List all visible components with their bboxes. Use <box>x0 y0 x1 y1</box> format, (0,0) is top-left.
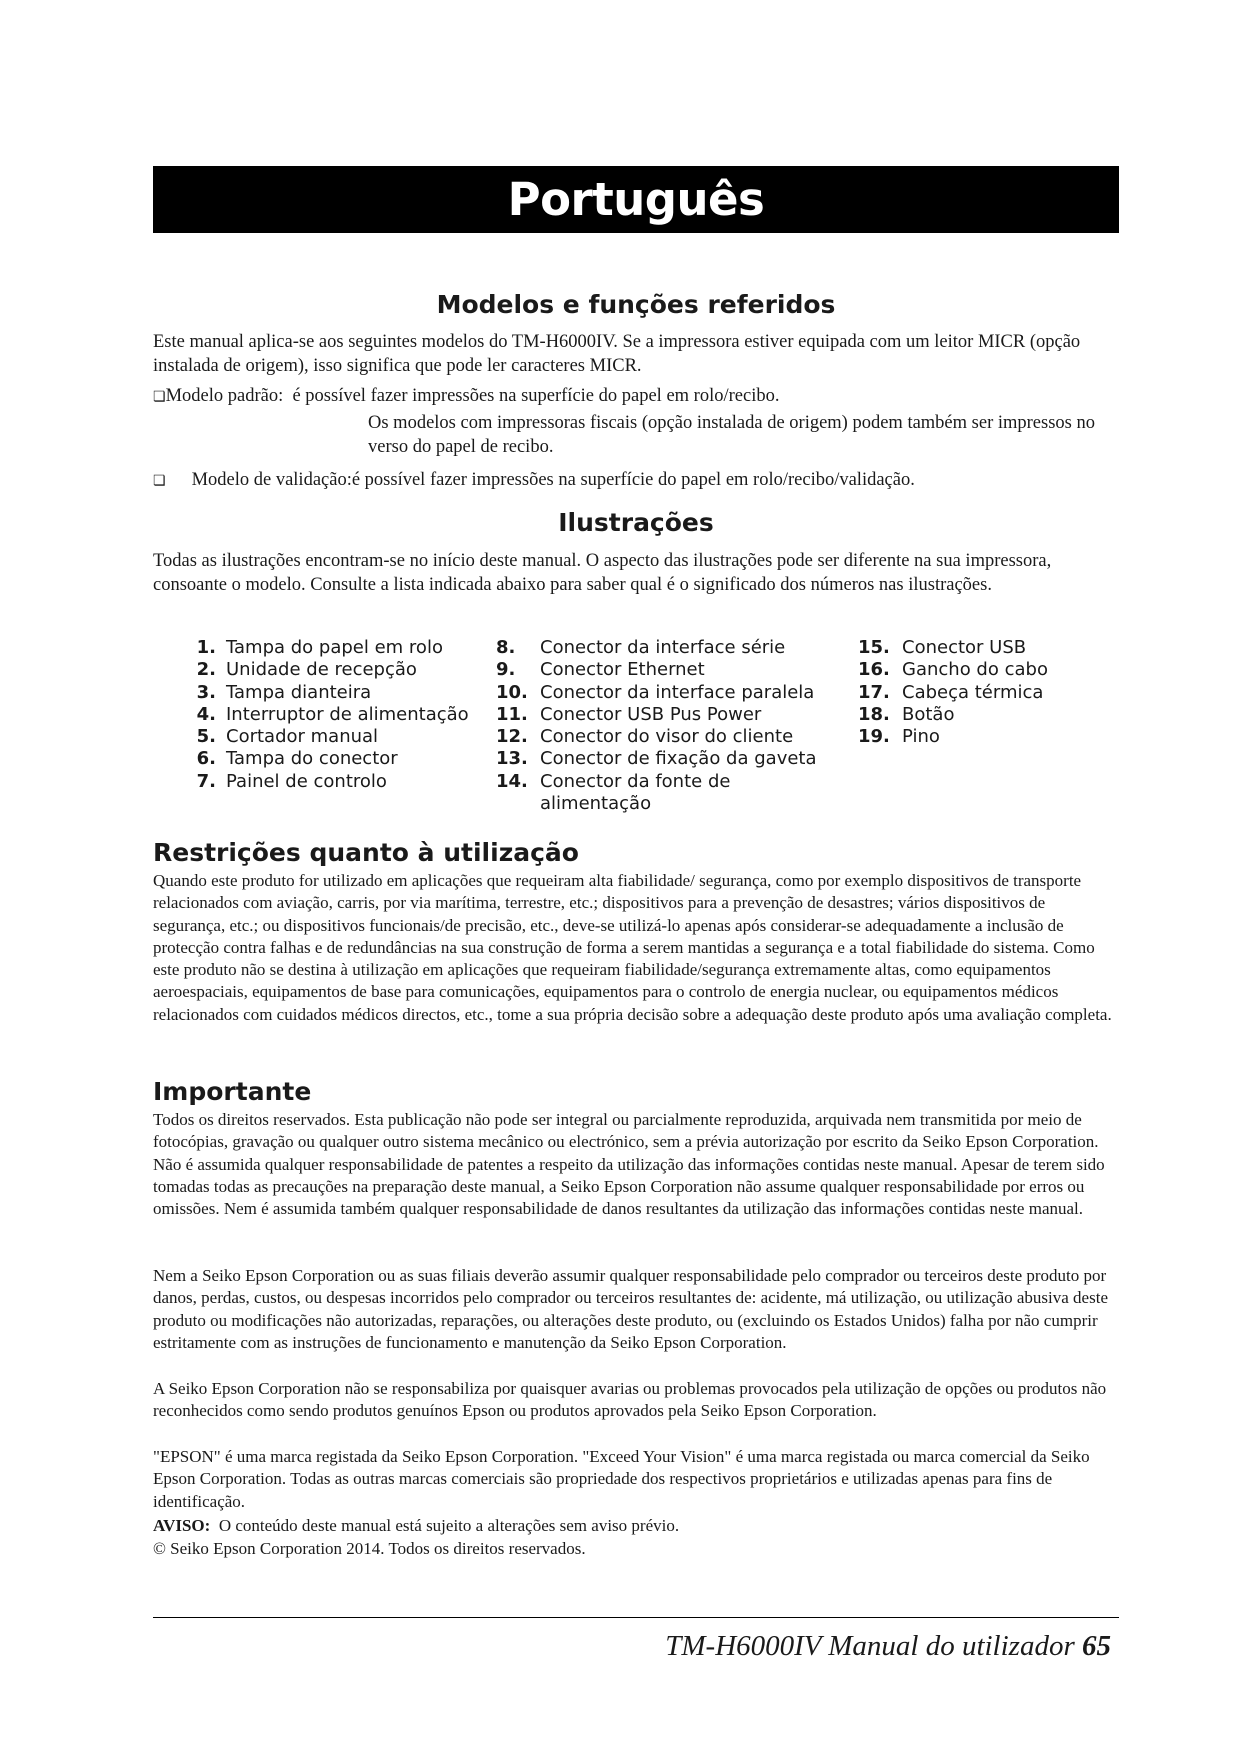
footer-rule <box>153 1617 1119 1618</box>
legend-item: 2. Unidade de recepção <box>196 659 417 681</box>
legend-item: 15. Conector USB <box>858 637 1027 658</box>
illustrations-heading: Ilustrações <box>558 508 714 537</box>
legend-item: 12. Conector do visor do cliente <box>496 726 794 748</box>
notice-line <box>153 1515 1119 1537</box>
footer <box>665 1630 1111 1663</box>
validation-model-label: Modelo de validação: <box>191 470 352 490</box>
page-number: 65 <box>1082 1630 1111 1662</box>
important-paragraph-4: "EPSON" é uma marca registada da Seiko Epson Corporation. "Exceed Your Vision" é uma marca registada ou marca comercial da Seiko Epson Corporation. Todas as outras marcas comerciais são propriedade dos respectivos proprietários e utilizadas apenas para fins de identificação. <box>153 1447 1090 1511</box>
legend-item: 4. Interruptor de alimentação <box>196 703 469 725</box>
important-heading: Importante <box>153 1077 312 1106</box>
legend-item: 3. Tampa dianteira <box>196 681 372 703</box>
legend-item: 19. Pino <box>858 726 940 748</box>
standard-model-note: Os modelos com impressoras fiscais (opção instalada de origem) podem também ser impressos no verso do papel de recibo. <box>368 413 1095 457</box>
legend-item: 9. Conector Ethernet <box>496 659 705 681</box>
legend-item: 10. Conector da interface paralela <box>496 681 815 703</box>
language-banner: Português <box>153 166 1119 233</box>
checkbox-bullet-icon: ❏ <box>153 390 166 405</box>
legend-item: 13. Conector de fixação da gaveta <box>496 748 817 770</box>
restrictions-text: Quando este produto for utilizado em aplicações que requeiram alta fiabilidade/ segurança, como por exemplo dispositivos de transporte relacionados com aviação, carris, por via marítima, terrestre, etc.; dispositivos para a prevenção de desastres; vários dispositivos de segurança, etc.; ou dispositivos funcionais/de precisão, etc., deve-se utilizá-lo apenas após considerar-se adequadamente a inclusão de protecção contra falhas e de redundâncias na sua construção de forma a serem mantidas a segurança e a total fiabilidade do sistema. Como este produto não se destina à utilização em aplicações que requeiram fiabilidade/segurança extremamente altas, como equipamentos aeroespaciais, equipamentos de base para comunicações, equipamentos para o controlo de energia nuclear, ou equipamentos médicos relacionados com cuidados médicos directos, etc., tome a sua própria decisão sobre a adequação deste produto após uma avaliação completa. <box>153 871 1112 1024</box>
legend-item: 16. Gancho do cabo <box>858 659 1048 681</box>
legend-item: 5. Cortador manual <box>196 726 379 748</box>
validation-model-line <box>153 469 1119 494</box>
legend-column-3 <box>858 637 1048 748</box>
illustrations-text: Todas as ilustrações encontram-se no início deste manual. O aspecto das ilustrações pode ser diferente na sua impressora, consoante o modelo. Consulte a lista indicada abaixo para saber qual é o significado dos números nas ilustrações. <box>153 551 1052 595</box>
legend-item: 8. Conector da interface série <box>496 637 786 658</box>
legend-item: 6. Tampa do conector <box>196 748 398 770</box>
legend-item: 17. Cabeça térmica <box>858 681 1044 703</box>
notice-label: AVISO: <box>153 1516 211 1535</box>
models-intro: Este manual aplica-se aos seguintes modelos do TM-H6000IV. Se a impressora estiver equipada com um leitor MICR (opção instalada de origem), isso significa que pode ler caracteres MICR. <box>153 332 1081 376</box>
legend-column-1 <box>190 637 469 793</box>
legend-item: 1. Tampa do papel em rolo <box>196 637 443 658</box>
standard-model-text: é possível fazer impressões na superfície do papel em rolo/recibo. <box>292 386 780 406</box>
models-heading: Modelos e funções referidos <box>436 290 836 319</box>
legend-item: 11. Conector USB Pus Power <box>496 703 762 725</box>
legend-column-2 <box>496 637 856 815</box>
notice-text: O conteúdo deste manual está sujeito a alterações sem aviso prévio. <box>218 1516 680 1535</box>
important-paragraph-3: A Seiko Epson Corporation não se responsabiliza por quaisquer avarias ou problemas provocados pela utilização de opções ou produtos não reconhecidos como sendo produtos genuínos Epson ou produtos aprovados pela Seiko Epson Corporation. <box>153 1379 1107 1421</box>
footer-title: TM-H6000IV Manual do utilizador <box>665 1630 1075 1662</box>
validation-model-text: é possível fazer impressões na superfície do papel em rolo/recibo/validação. <box>351 470 915 490</box>
important-paragraph-1: Todos os direitos reservados. Esta publicação não pode ser integral ou parcialmente reproduzida, arquivada nem transmitida por meio de fotocópias, gravação ou qualquer outro sistema mecânico ou electrónico, sem a prévia autorização por escrito da Seiko Epson Corporation. Não é assumida qualquer responsabilidade de patentes a respeito da utilização das informações contidas neste manual. Apesar de terem sido tomadas todas as precauções na preparação deste manual, a Seiko Epson Corporation não assume qualquer responsabilidade por erros ou omissões. Nem é assumida também qualquer responsabilidade de danos resultantes da utilização das informações contidas neste manual. <box>153 1110 1105 1219</box>
checkbox-bullet-icon: ❏ <box>153 474 166 489</box>
legend-item: 7. Painel de controlo <box>196 770 387 792</box>
copyright: © Seiko Epson Corporation 2014. Todos os direitos reservados. <box>153 1539 586 1558</box>
legend-item: 18. Botão <box>858 703 955 725</box>
standard-model-line <box>153 385 1119 410</box>
important-paragraph-2: Nem a Seiko Epson Corporation ou as suas filiais deverão assumir qualquer responsabilidade pelo comprador ou terceiros deste produto por danos, perdas, custos, ou despesas incorridos pelo comprador ou terceiros resultantes de: acidente, má utilização, ou utilização abusiva deste produto ou modificações não autorizadas, reparações, ou alterações deste produto, ou (excluindo os Estados Unidos) falha por não cumprir estritamente com as instruções de funcionamento e manutenção da Seiko Epson Corporation. <box>153 1266 1108 1352</box>
restrictions-heading: Restrições quanto à utilização <box>153 838 579 867</box>
standard-model-label: Modelo padrão: <box>165 386 284 406</box>
legend-item: 14. Conector da fonte de alimentação <box>496 770 731 815</box>
